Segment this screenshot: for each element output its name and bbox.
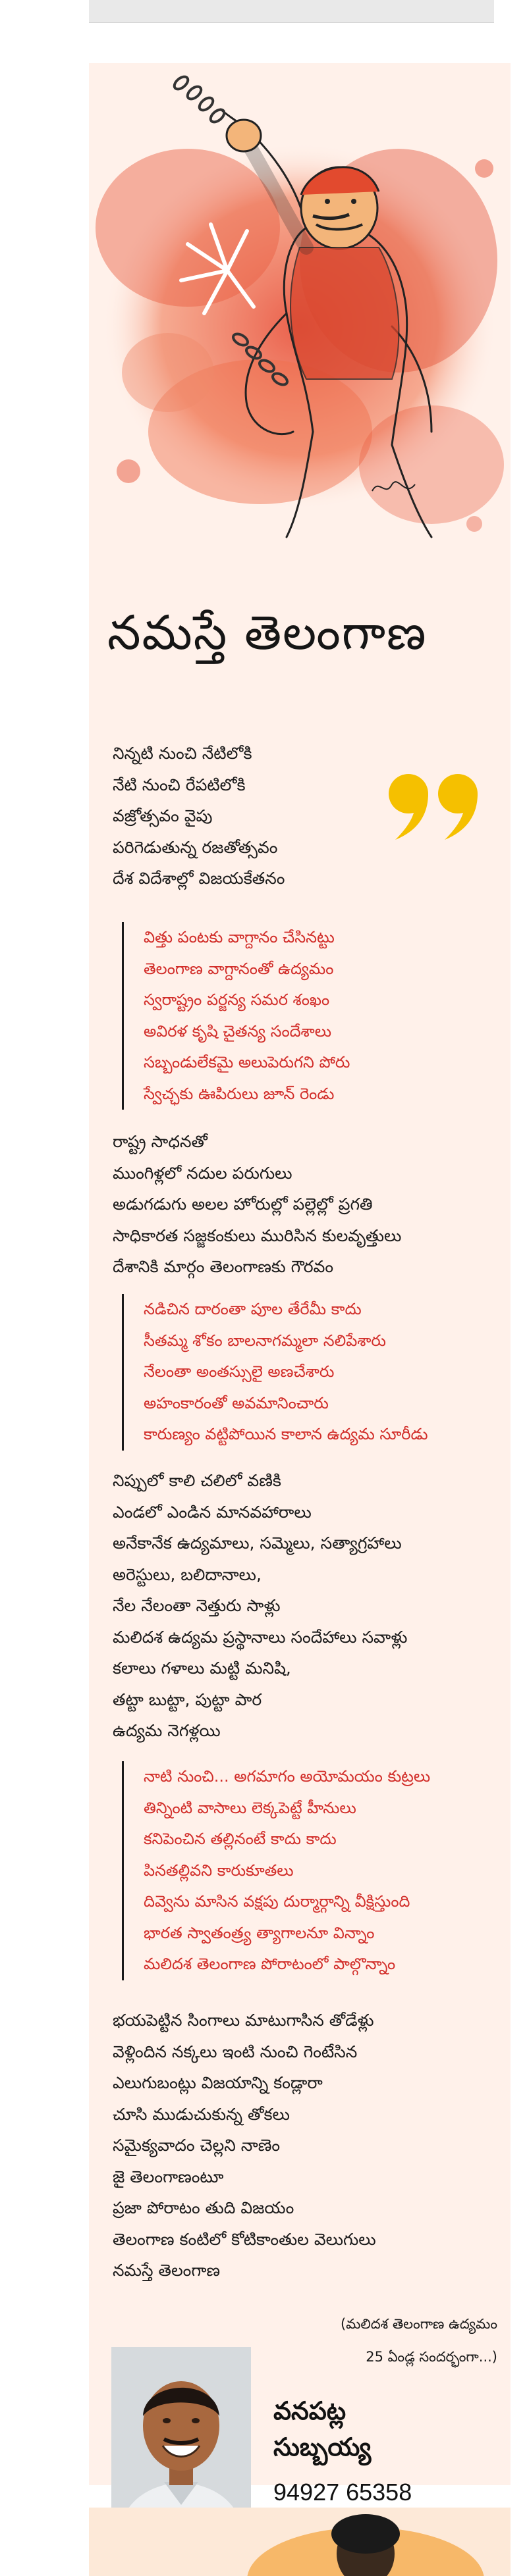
highlight-line: అవిరళ కృషి చైతన్య సందేశాలు — [144, 1021, 332, 1041]
highlight-block-2 — [122, 1294, 526, 1451]
highlight-line: సీతమ్మ శోకం బాలనాగమ్మలా నలిపేశారు — [144, 1331, 386, 1350]
poem-line: ఎలుగుబంట్లు విజయాన్ని కండ్లారా — [113, 2073, 323, 2092]
poem-line: నేల నేలంతా నెత్తురు సాళ్లు — [113, 1596, 281, 1615]
highlight-block-1 — [122, 922, 526, 1110]
poem-stanza-3 — [113, 1465, 501, 1747]
poem-line: ముంగిళ్లలో నదుల పరుగులు — [113, 1163, 292, 1183]
poem-line: అరెస్టులు, బలిదానాలు, — [113, 1564, 262, 1584]
highlight-line: నాటి నుంచి... అగమాగం అయోమయం కుట్రలు — [144, 1767, 431, 1786]
poem-line: నిప్పులో కాలి చలిలో వణికి — [113, 1471, 281, 1490]
poem-card — [89, 63, 511, 2506]
poem-line: సాధికారత సజ్జకంకులు మురిసిన కులవృత్తులు — [113, 1225, 402, 1245]
highlight-line: తిన్నింటి వాసాలు లెక్కపెట్టే హీనులు — [144, 1798, 356, 1817]
highlight-line: స్వేచ్ఛకు ఊపిరులు జూన్ రెండు — [144, 1084, 335, 1103]
poem-line: దేశ విదేశాల్లో విజయకేతనం — [113, 869, 285, 888]
poem-line: నమస్తే తెలంగాణ — [113, 2261, 221, 2280]
poem-stanza-2 — [113, 1126, 501, 1283]
poem-line: రాష్ట్ర సాధనతో — [113, 1132, 208, 1151]
poem-line: భయపెట్టిన సింగాలు మాటుగాసిన తోడేళ్లు — [113, 2011, 374, 2030]
previous-article-strip — [89, 0, 494, 23]
next-article-illustration — [89, 2508, 511, 2576]
poem-stanza-4 — [113, 2005, 501, 2286]
highlight-line: విత్తు పంటకు వాగ్దానం చేసినట్టు — [144, 928, 335, 946]
highlight-line: కారుణ్యం వట్టిపోయిన కాలాన ఉద్యమ సూరీడు — [144, 1425, 428, 1443]
poem-line: చూసి ముడుచుకున్న తోకలు — [113, 2104, 290, 2124]
freedom-fighter-illustration — [89, 63, 511, 563]
poem-line: ప్రజా పోరాటం తుది విజయం — [113, 2198, 294, 2217]
poem-line: నిన్నటి నుంచి నేటిలోకి — [113, 744, 252, 763]
highlight-line: మలిదశ తెలంగాణ పోరాటంలో పాల్గొన్నాం — [144, 1955, 396, 1973]
author-photo — [111, 2347, 251, 2535]
poem-line: కలాలు గళాలు మట్టి మనిషి, — [113, 1659, 291, 1678]
highlight-line: నేలంతా అంతస్సులై అణచేశారు — [144, 1362, 335, 1381]
poem-line: జై తెలంగాణంటూ — [113, 2167, 224, 2186]
poem-line: అడుగడుగు అలల హోరుల్లో పల్లెల్లో ప్రగతి — [113, 1195, 373, 1214]
poem-line: దేశానికి మార్గం తెలంగాణకు గౌరవం — [113, 1257, 334, 1276]
highlight-line: పినతల్లివని కారుకూతలు — [144, 1861, 294, 1880]
poem-line: తట్టా బుట్టా, పుట్టా పార — [113, 1689, 262, 1709]
author-first-name: వనపట్ల — [273, 2396, 347, 2425]
author-phone: 94927 65358 — [273, 2479, 412, 2506]
highlight-line: కనిపెంచిన తల్లినంటే కాదు కాదు — [144, 1830, 337, 1848]
highlight-line: అహంకారంతో అవమానించారు — [144, 1393, 329, 1412]
author-last-name: సుబ్బయ్య — [273, 2433, 372, 2461]
poem-line: అనేకానేక ఉద్యమాలు, సమ్మెలు, సత్యాగ్రహాలు — [113, 1533, 402, 1553]
poem-line: ఎండలో ఎండిన మానవహారాలు — [113, 1502, 312, 1522]
highlight-line: సబ్బండులేకమై అలుపెరుగని పోరు — [144, 1053, 350, 1071]
poem-line: తెలంగాణ కంటిలో కోటికాంతుల వెలుగులు — [113, 2229, 376, 2249]
poem-line: సమైక్యవాదం చెల్లని నాణెం — [113, 2136, 281, 2155]
author-portrait-icon — [111, 2347, 251, 2535]
highlight-line: దివ్వెను మాసిన వక్షపు దుర్మార్గాన్ని వీక్షిస్తుంది — [144, 1892, 410, 1911]
poem-line: వెళ్లిందిన నక్కలు ఇంటి నుంచి గెంటేసిన — [113, 2042, 358, 2061]
highlight-line: భారత స్వాతంత్ర్య త్యాగాలనూ విన్నాం — [144, 1923, 375, 1942]
poem-line: ఉద్యమ నెగళ్లయి — [113, 1721, 221, 1740]
highlight-block-3 — [122, 1761, 526, 1980]
occasion-note-line: 25 ఏండ్ల సందర్భంగా...) — [366, 2349, 497, 2365]
poem-line: వజ్రోత్సవం వైపు — [113, 806, 213, 825]
poem-stanza-1 — [113, 738, 501, 894]
highlight-line: స్వరాష్ట్రం పర్జన్య సమర శంఖం — [144, 991, 330, 1009]
poem-line: పరిగెడుతున్న రజతోత్సవం — [113, 837, 278, 857]
next-article-preview — [89, 2508, 511, 2576]
page-title: నమస్తే తెలంగాణ — [107, 605, 428, 660]
poem-line: మలిదశ ఉద్యమ ప్రస్థానాలు సందేహాలు సవాళ్లు — [113, 1627, 408, 1647]
occasion-note-line: (మలిదశ తెలంగాణ ఉద్యమం — [340, 2316, 497, 2332]
poem-line: నేటి నుంచి రేపటిలోకి — [113, 775, 246, 794]
highlight-line: తెలంగాణ వాగ్దానంతో ఉద్యమం — [144, 959, 334, 978]
highlight-line: నడిచిన దారంతా పూల తేరేమీ కాదు — [144, 1300, 362, 1318]
